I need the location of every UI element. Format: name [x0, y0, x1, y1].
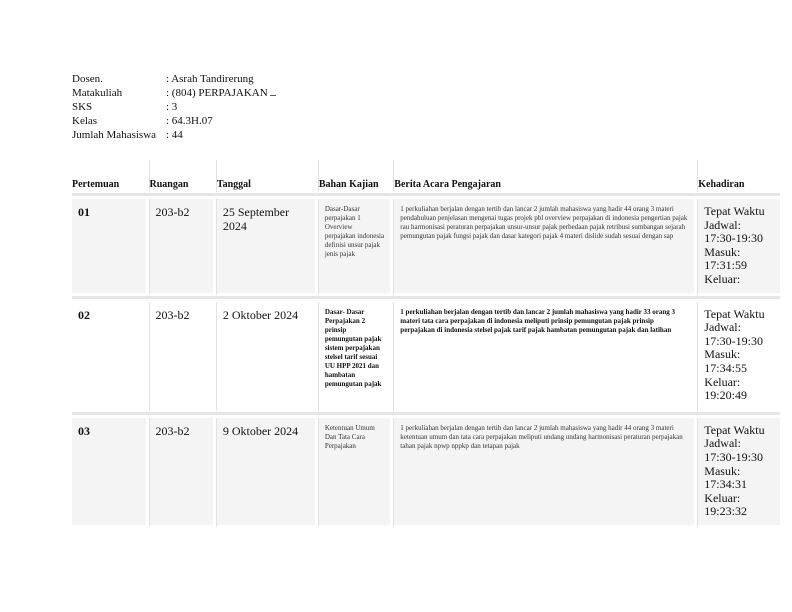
kehadiran-line: 17:30-19:30 [704, 449, 763, 464]
table-row [72, 418, 783, 528]
kehadiran-line: Keluar: [704, 374, 741, 389]
info-value: : 3 [166, 101, 178, 113]
kehadiran-line: 17:30-19:30 [704, 231, 763, 246]
table-header-row [72, 160, 783, 193]
bahan-kajian-text: Ketentuan Umum Dan Tata Cara Perpajakan [324, 423, 375, 450]
info-label: Matakuliah [72, 87, 123, 99]
bahan-kajian-text: Dasar- Dasar Perpajakan 2 prinsip pemungutan pajak sistem perpajakan stelsel tarif sesuai UU HPP 2021 dan hambatan pemungutan pajak [324, 307, 382, 388]
kehadiran-line: Keluar: [704, 490, 741, 505]
info-value: : 64.3H.07 [166, 115, 213, 127]
kehadiran-info [698, 302, 780, 409]
link-underline[interactable] [270, 86, 276, 96]
info-value: : Asrah Tandirerung [166, 73, 254, 85]
course-info [72, 72, 276, 142]
ruangan-value: 203-b2 [155, 307, 190, 322]
ruangan-value: 203-b2 [155, 423, 190, 438]
info-label: Kelas [72, 115, 98, 127]
kehadiran-line: 17:34:55 [704, 360, 747, 375]
kehadiran-line: Keluar: [704, 271, 741, 286]
kehadiran-line: Jadwal: [704, 217, 741, 232]
info-value: : 44 [166, 129, 183, 141]
header-bahan-kajian: Bahan Kajian [318, 160, 393, 193]
kehadiran-line: Jadwal: [704, 436, 741, 451]
table-row [72, 199, 783, 296]
pertemuan-number: 01 [78, 205, 90, 219]
bahan-kajian-text: Dasar-Dasar perpajakan 1 Overview perpajakan indonesia definisi unsur pajak jenis pajak [324, 205, 385, 258]
ruangan-value: 203-b2 [155, 205, 190, 219]
tanggal-value: 9 Oktober 2024 [222, 423, 299, 438]
berita-acara-text: 1 perkuliahan berjalan dengan tertib dan lancar 2 jumlah mahasiswa yang hadir 44 orang 3 materi ketentuan umum dan tata cara perpajakan meliputi undang undang harmonisasi peraturan perpajakan tahan pajak npwp nppkp dan tetapan pajak [400, 423, 683, 450]
info-row-sks [72, 100, 276, 114]
kehadiran-line: Masuk: [704, 347, 741, 362]
attendance-table [72, 160, 783, 528]
header-tanggal: Tanggal [216, 160, 318, 193]
pertemuan-number: 03 [78, 423, 90, 438]
kehadiran-line: Masuk: [704, 463, 741, 478]
kehadiran-info [698, 199, 780, 293]
info-label: Jumlah Mahasiswa [72, 129, 157, 141]
kehadiran-line: Jadwal: [704, 320, 741, 335]
header-ruangan: Ruangan [149, 160, 216, 193]
kehadiran-info [698, 418, 780, 525]
pertemuan-number: 02 [78, 307, 90, 322]
header-berita-acara: Berita Acara Pengajaran [393, 160, 697, 193]
kehadiran-line: 19:20:49 [704, 388, 747, 403]
kehadiran-line: Masuk: [704, 244, 741, 259]
tanggal-value: 25 September 2024 [222, 205, 290, 233]
kehadiran-line: 17:30-19:30 [704, 333, 763, 348]
info-row-kelas [72, 114, 276, 128]
table-row [72, 302, 783, 412]
berita-acara-text: 1 perkuliahan berjalan dengan tertib dan lancar 2 jumlah mahasiswa yang hadir 44 orang 3 materi pendahuluan penjelasan mengenai tugas projek pbl overview perpajakan di indonesia pengertian pajak rau harmonisasi peraturan perpajakan unsur-unsur pajak perbedaan pajak retribusi sumbangan sejarah pemungutan pajak fungsi pajak dan dasar kategori pajak 4 materi dislide sudah sesuai dengan sap [400, 205, 688, 240]
info-row-matakuliah [72, 86, 276, 100]
kehadiran-line: 17:31:59 [704, 258, 747, 273]
info-label: Dosen. [72, 73, 103, 85]
info-value: : (804) PERPAJAKAN [166, 87, 268, 99]
info-label: SKS [72, 101, 93, 113]
tanggal-value: 2 Oktober 2024 [222, 307, 299, 322]
info-row-dosen [72, 72, 276, 86]
kehadiran-status: Tepat Waktu [704, 204, 765, 218]
kehadiran-line: 17:34:31 [704, 477, 747, 492]
berita-acara-text: 1 perkuliahan berjalan dengan tertib dan lancar 2 jumlah mahasiswa yang hadir 33 orang 3 materi tata cara perpajakan di indonesia meliputi prinsip pemungutan pajak prinsip perpajakan di indonesia stelsel pajak tarif pajak hambatan pemungutan pajak dan latihan [400, 307, 676, 334]
header-kehadiran: Kehadiran [697, 160, 783, 193]
header-pertemuan: Pertemuan [72, 160, 149, 193]
kehadiran-line: 19:23:32 [704, 504, 747, 519]
kehadiran-status: Tepat Waktu [704, 306, 765, 321]
info-row-jumlah-mahasiswa [72, 128, 276, 142]
kehadiran-status: Tepat Waktu [704, 422, 765, 437]
